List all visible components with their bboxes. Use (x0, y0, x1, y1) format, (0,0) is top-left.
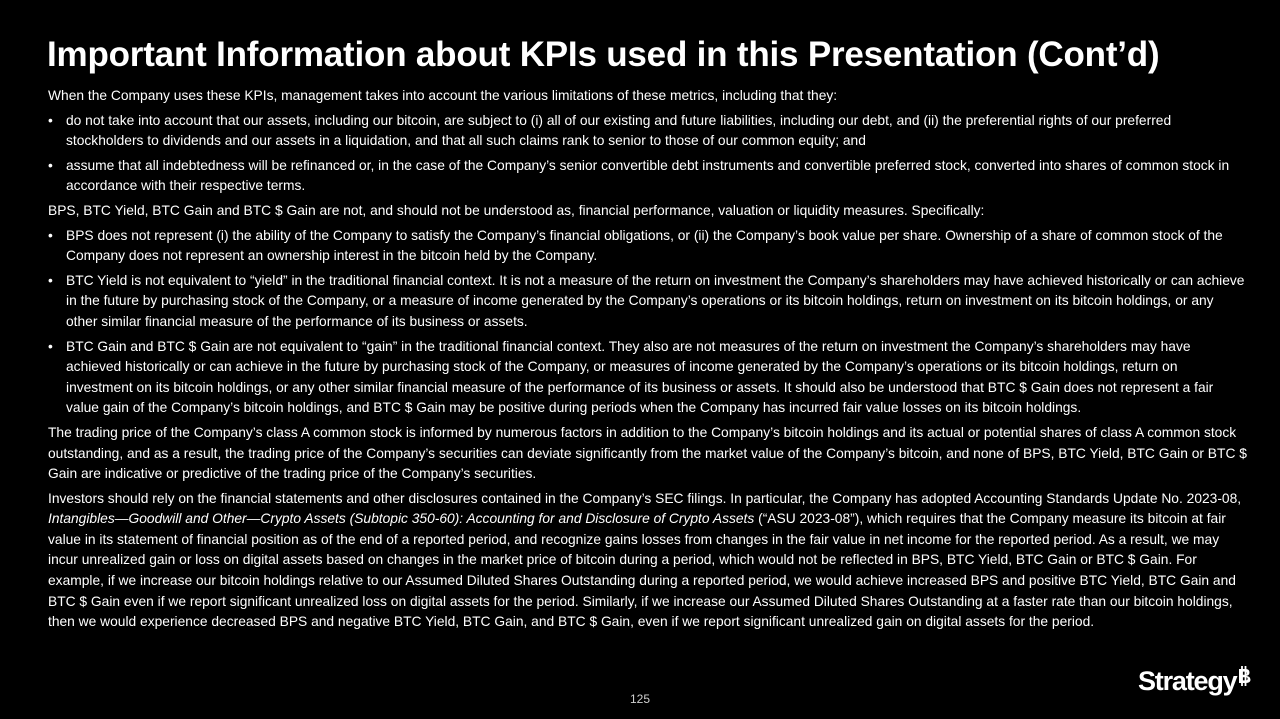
specifically-paragraph: BPS, BTC Yield, BTC Gain and BTC $ Gain are not, and should not be understood as, financial performance, valuation or liquidity measures. Specifically: (48, 202, 985, 218)
list-item-text: do not take into account that our assets, including our bitcoin, are subject to (i) all of our existing and future liabilities, including our debt, and (ii) the preferential rights of our preferred stockholders to dividends and our assets in a liquidation, and that all such claims rank to senior to those of our common equity; and (66, 112, 1172, 149)
list-item (48, 156, 1248, 197)
list-item-text: BPS does not represent (i) the ability of the Company to satisfy the Company’s financial obligations, or (ii) the Company’s book value per share. Ownership of a share of common stock of the Company does not represent an ownership interest in the bitcoin held by the Company. (66, 227, 1223, 264)
list-item-text: BTC Yield is not equivalent to “yield” in the traditional financial context. It is not a measure of the return on investment the Company’s shareholders may have achieved historically or can achieve in the future by purchasing stock of the Company, or a measure of income generated by the Company’s operations or its bitcoin holdings, return on investment on its bitcoin holdings, or any other similar financial measure of the performance of its business or assets. (66, 272, 1245, 329)
bullet-icon: • (48, 227, 53, 243)
list-item (48, 337, 1248, 419)
page-number: 125 (629, 692, 651, 706)
bitcoin-b-icon (1237, 666, 1251, 691)
page-title: Important Information about KPIs used in this Presentation (Cont’d) (47, 35, 1160, 74)
list-item-text: assume that all indebtedness will be refinanced or, in the case of the Company’s senior convertible debt instruments and convertible preferred stock, converted into shares of common stock in accordance with their respective terms. (66, 157, 1230, 194)
bullet-icon: • (48, 338, 53, 354)
logo-wordmark: Strategy (1138, 666, 1237, 696)
trading-price-paragraph: The trading price of the Company’s class A common stock is informed by numerous factors in addition to the Company’s bitcoin holdings and its actual or potential shares of class A common stock outstanding, and as a result, the trading price of the Company’s securities can deviate significantly from the market value of the Company’s bitcoin, and none of BPS, BTC Yield, BTC Gain or BTC $ Gain are indicative or predictive of the trading price of the Company’s securities. (48, 424, 1247, 482)
investors-text-before: Investors should rely on the financial statements and other disclosures contained in the Company’s SEC filings. In particular, the Company has adopted Accounting Standards Update No. 2023-08, (48, 490, 1242, 506)
investors-text-italic: Intangibles—Goodwill and Other—Crypto Assets (Subtopic 350-60): Accounting for and Disclosure of Crypto Assets (48, 511, 755, 527)
list-item (48, 111, 1248, 152)
bullet-icon: • (48, 157, 53, 173)
investors-text-after: (“ASU 2023-08”), which requires that the Company measure its bitcoin at fair value in its statement of financial position as of the end of a reported period, and recognize gains losses from changes in the fair value in net income for the reported period. As a result, we may incur unrealized gain or loss on digital assets based on changes in the market price of bitcoin during a period, which would not be reflected in BPS, BTC Yield, BTC Gain or BTC $ Gain. For example, if we increase our bitcoin holdings relative to our Assumed Diluted Shares Outstanding during a reported period, we would achieve increased BPS and positive BTC Yield, BTC Gain and BTC $ Gain even if we report significant unrealized loss on digital assets for the period. Similarly, if we increase our Assumed Diluted Shares Outstanding at a faster rate than our bitcoin holdings, then we would experience decreased BPS and negative BTC Yield, BTC Gain, and BTC $ Gain, even if we report significant unrealized gain on digital assets for the period. (48, 511, 1236, 630)
investors-paragraph (48, 489, 1248, 633)
bullet-icon: • (48, 272, 53, 288)
list-item (48, 271, 1248, 333)
list-item-text: BTC Gain and BTC $ Gain are not equivalent to “gain” in the traditional financial context. They also are not measures of the return on investment the Company’s shareholders may have achieved historically or can achieve in the future by purchasing stock of the Company, or measures of income generated by the Company’s operations or its bitcoin holdings, return on investment on its bitcoin holdings, or any other similar financial measure of the performance of its business or assets. It should also be understood that BTC $ Gain does not represent a fair value gain of the Company’s bitcoin holdings, and BTC $ Gain may be positive during periods when the Company has incurred fair value losses on its bitcoin holdings. (66, 338, 1214, 416)
intro-paragraph: When the Company uses these KPIs, management takes into account the various limitations of these metrics, including that they: (48, 88, 838, 103)
strategy-logo (1138, 664, 1251, 698)
content-body (48, 86, 1248, 637)
bullet-icon: • (48, 112, 53, 128)
list-item (48, 226, 1248, 267)
